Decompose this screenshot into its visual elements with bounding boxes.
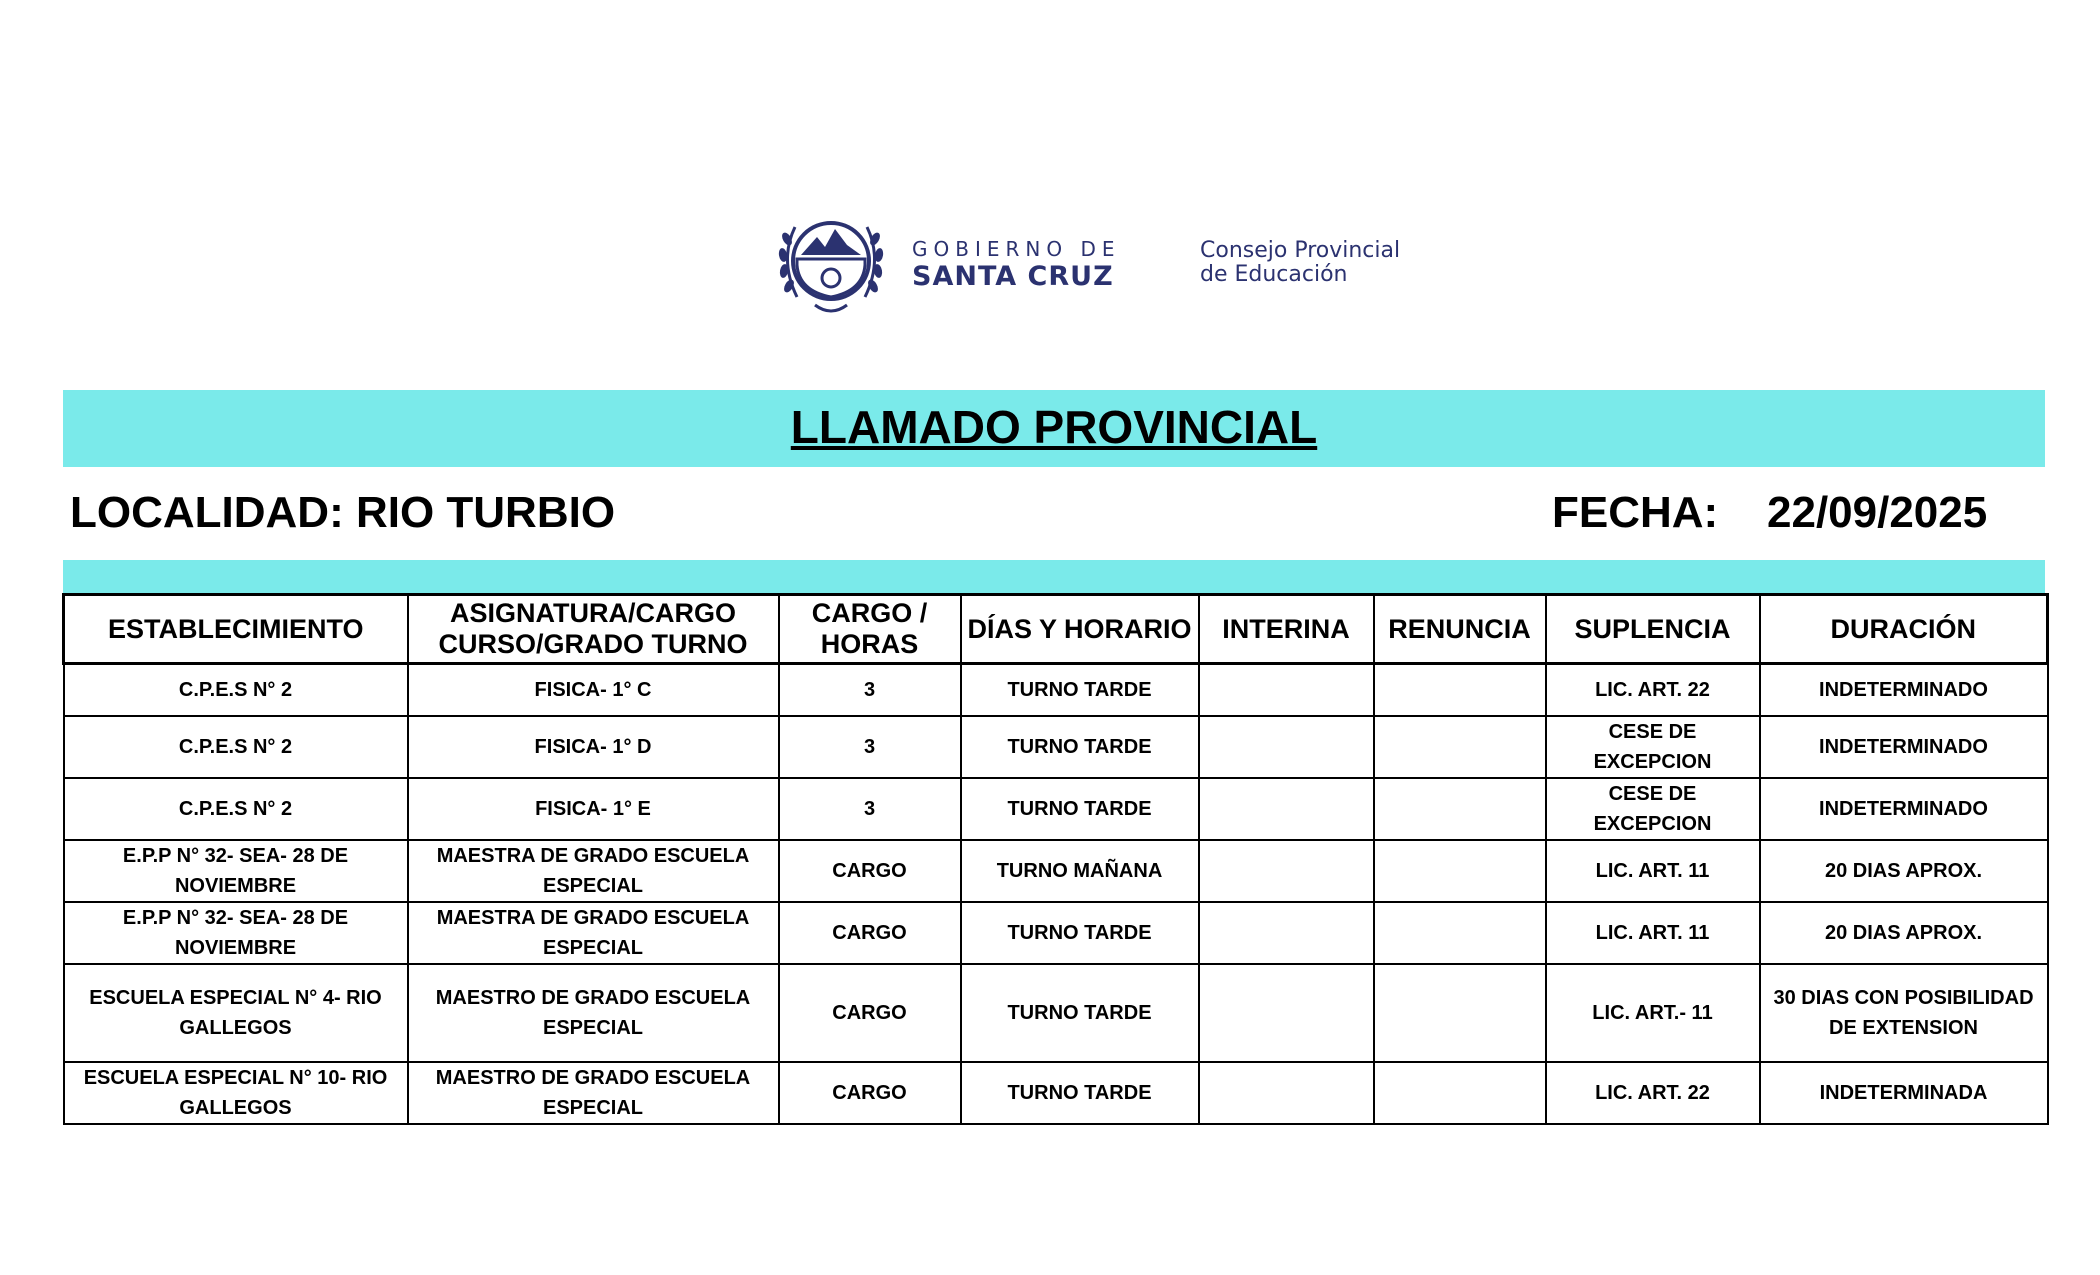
header-logos — [775, 205, 1475, 325]
localidad-label: LOCALIDAD: RIO TURBIO — [70, 488, 616, 537]
table-cell-asignatura-cargo — [408, 840, 779, 902]
table-cell-renuncia — [1374, 716, 1546, 778]
table-cell-interina — [1199, 716, 1374, 778]
table-cell-duracion — [1760, 902, 2048, 964]
fecha-label: FECHA: — [1552, 488, 1719, 537]
table-cell-text: INDETERMINADO — [1819, 678, 1988, 701]
table-row — [64, 964, 2048, 1062]
table-cell-text: CESE DE EXCEPCION — [1593, 720, 1712, 773]
column-header-line: CARGO / — [811, 598, 928, 628]
gov-line2: SANTA CRUZ — [912, 261, 1114, 292]
column-header-interina — [1199, 595, 1374, 664]
column-header-line: RENUNCIA — [1388, 613, 1531, 644]
table-cell-renuncia — [1374, 778, 1546, 840]
table-cell-interina — [1199, 902, 1374, 964]
table-cell-suplencia — [1546, 664, 1760, 716]
table-row — [64, 1062, 2048, 1124]
column-header-line: DÍAS Y HORARIO — [967, 613, 1192, 644]
table-cell-text: INDETERMINADO — [1819, 797, 1988, 820]
table-cell-text: CARGO — [832, 1081, 907, 1104]
table-cell-text: NOVIEMBRE — [174, 874, 297, 897]
table-row — [64, 902, 2048, 964]
table-cell-text: MAESTRA DE GRADO ESCUELA — [436, 906, 750, 929]
table-cell-text: LIC. ART.- 11 — [1592, 1001, 1713, 1024]
column-header-establecimiento — [64, 595, 408, 664]
column-header-duracion — [1760, 595, 2048, 664]
table-cell-asignatura-cargo — [408, 902, 779, 964]
table-cell-renuncia — [1374, 902, 1546, 964]
table-cell-text: 20 DIAS APROX. — [1824, 921, 1983, 944]
table-cell-text: MAESTRO DE GRADO ESCUELA — [435, 1066, 751, 1089]
table-cell-suplencia — [1546, 840, 1760, 902]
column-header-suplencia — [1546, 595, 1760, 664]
table-cell-asignatura-cargo — [408, 716, 779, 778]
table-cell-text: 3 — [863, 735, 876, 758]
table-cell-text: 3 — [863, 797, 876, 820]
table-cell-establecimiento — [64, 1062, 408, 1124]
table-cell-establecimiento — [64, 664, 408, 716]
table-cell-text: ESCUELA ESPECIAL N° 4- RIO — [89, 986, 382, 1009]
table-cell-suplencia — [1546, 778, 1760, 840]
table-cell-text: 20 DIAS APROX. — [1824, 859, 1983, 882]
column-header-line: DURACIÓN — [1830, 613, 1976, 644]
table-cell-dias-horario — [961, 1062, 1199, 1124]
column-header-line: HORAS — [820, 629, 919, 659]
table-cell-renuncia — [1374, 840, 1546, 902]
table-cell-asignatura-cargo — [408, 664, 779, 716]
table-cell-interina — [1199, 664, 1374, 716]
fecha-value: 22/09/2025 — [1767, 488, 1988, 537]
table-cell-duracion — [1760, 716, 2048, 778]
table-cell-suplencia — [1546, 716, 1760, 778]
table-header-row — [64, 595, 2048, 664]
table-cell-dias-horario — [961, 840, 1199, 902]
table-body — [64, 664, 2048, 1124]
page-title: LLAMADO PROVINCIAL — [790, 401, 1318, 453]
table-cell-duracion — [1760, 840, 2048, 902]
consejo-line2: de Educación — [1200, 262, 1348, 287]
column-header-cargo-horas — [779, 595, 961, 664]
table-row — [64, 778, 2048, 840]
table-cell-duracion — [1760, 778, 2048, 840]
table-cell-cargo-horas — [779, 664, 961, 716]
table-cell-interina — [1199, 778, 1374, 840]
table-cell-text: LIC. ART. 11 — [1595, 859, 1710, 882]
table-cell-duracion — [1760, 1062, 2048, 1124]
table-cell-text: TURNO MAÑANA — [996, 859, 1163, 882]
table-cell-text: TURNO TARDE — [1007, 797, 1152, 820]
table-cell-asignatura-cargo — [408, 1062, 779, 1124]
table-cell-suplencia — [1546, 902, 1760, 964]
table-cell-text: CARGO — [832, 859, 907, 882]
table-cell-text: TURNO TARDE — [1007, 1001, 1152, 1024]
table-cell-text: LIC. ART. 22 — [1595, 678, 1710, 701]
separator-band — [63, 560, 2045, 593]
column-header-line: ASIGNATURA/CARGO — [450, 598, 736, 628]
table-cell-text: E.P.P N° 32- SEA- 28 DE — [122, 906, 349, 929]
table-cell-suplencia — [1546, 1062, 1760, 1124]
table-cell-text: TURNO TARDE — [1007, 678, 1152, 701]
column-header-asignatura-cargo — [408, 595, 779, 664]
table-cell-interina — [1199, 840, 1374, 902]
table-cell-interina — [1199, 1062, 1374, 1124]
table-cell-text: ESPECIAL — [542, 936, 644, 959]
table-cell-text: INDETERMINADA — [1819, 1081, 1988, 1104]
table-cell-renuncia — [1374, 664, 1546, 716]
gov-line1: GOBIERNO DE — [912, 237, 1121, 261]
table-cell-text: NOVIEMBRE — [174, 936, 297, 959]
table-cell-asignatura-cargo — [408, 778, 779, 840]
column-header-dias-horario — [961, 595, 1199, 664]
table-cell-text: ESPECIAL — [542, 1096, 644, 1119]
table-cell-dias-horario — [961, 664, 1199, 716]
column-header-renuncia — [1374, 595, 1546, 664]
table-cell-cargo-horas — [779, 1062, 961, 1124]
table-cell-establecimiento — [64, 964, 408, 1062]
table-cell-text: GALLEGOS — [179, 1096, 292, 1119]
table-cell-text: LIC. ART. 22 — [1595, 1081, 1710, 1104]
table-cell-text: INDETERMINADO — [1819, 735, 1988, 758]
column-header-line: INTERINA — [1222, 613, 1350, 644]
table-cell-text: ESPECIAL — [542, 1016, 644, 1039]
column-header-line: SUPLENCIA — [1574, 613, 1731, 644]
table-cell-renuncia — [1374, 1062, 1546, 1124]
table-cell-dias-horario — [961, 778, 1199, 840]
table-row — [64, 716, 2048, 778]
table-cell-text: C.P.E.S N° 2 — [178, 797, 293, 820]
table-cell-establecimiento — [64, 902, 408, 964]
table-cell-text: DE EXTENSION — [1829, 1016, 1978, 1039]
column-header-line: ESTABLECIMIENTO — [107, 613, 364, 644]
table-cell-text: 30 DIAS CON POSIBILIDAD — [1773, 986, 2034, 1009]
santa-cruz-seal-icon — [775, 205, 887, 323]
table-row — [64, 840, 2048, 902]
table-cell-interina — [1199, 964, 1374, 1062]
column-header-line: CURSO/GRADO TURNO — [438, 629, 748, 659]
table-cell-cargo-horas — [779, 840, 961, 902]
table-cell-text: C.P.E.S N° 2 — [178, 735, 293, 758]
table-cell-establecimiento — [64, 840, 408, 902]
table-cell-establecimiento — [64, 778, 408, 840]
table-cell-text: CARGO — [832, 921, 907, 944]
table-cell-cargo-horas — [779, 902, 961, 964]
table-cell-text: MAESTRO DE GRADO ESCUELA — [435, 986, 751, 1009]
table-cell-text: GALLEGOS — [179, 1016, 292, 1039]
table-cell-text: C.P.E.S N° 2 — [178, 678, 293, 701]
table-cell-cargo-horas — [779, 716, 961, 778]
table-cell-cargo-horas — [779, 964, 961, 1062]
table-row — [64, 664, 2048, 716]
table-cell-duracion — [1760, 964, 2048, 1062]
table-cell-text: FISICA- 1° E — [535, 797, 651, 820]
table-cell-establecimiento — [64, 716, 408, 778]
table-cell-suplencia — [1546, 964, 1760, 1062]
table-cell-text: E.P.P N° 32- SEA- 28 DE — [122, 844, 349, 867]
table-cell-asignatura-cargo — [408, 964, 779, 1062]
table-cell-text: TURNO TARDE — [1007, 1081, 1152, 1104]
table-cell-cargo-horas — [779, 778, 961, 840]
table-cell-text: FISICA- 1° D — [534, 735, 652, 758]
table-cell-text: 3 — [863, 678, 876, 701]
table-cell-text: MAESTRA DE GRADO ESCUELA — [436, 844, 750, 867]
consejo-line1: Consejo Provincial — [1200, 238, 1401, 263]
vacancies-table — [62, 593, 2049, 1125]
table-cell-text: TURNO TARDE — [1007, 921, 1152, 944]
table-cell-text: FISICA- 1° C — [534, 678, 652, 701]
table-cell-text: ESCUELA ESPECIAL N° 10- RIO — [83, 1066, 388, 1089]
table-cell-duracion — [1760, 664, 2048, 716]
table-cell-text: CARGO — [832, 1001, 907, 1024]
table-cell-text: LIC. ART. 11 — [1595, 921, 1710, 944]
table-cell-text: CESE DE EXCEPCION — [1593, 782, 1712, 835]
table-cell-text: ESPECIAL — [542, 874, 644, 897]
table-cell-dias-horario — [961, 716, 1199, 778]
table-cell-dias-horario — [961, 902, 1199, 964]
table-cell-dias-horario — [961, 964, 1199, 1062]
table-cell-text: TURNO TARDE — [1007, 735, 1152, 758]
table-cell-renuncia — [1374, 964, 1546, 1062]
